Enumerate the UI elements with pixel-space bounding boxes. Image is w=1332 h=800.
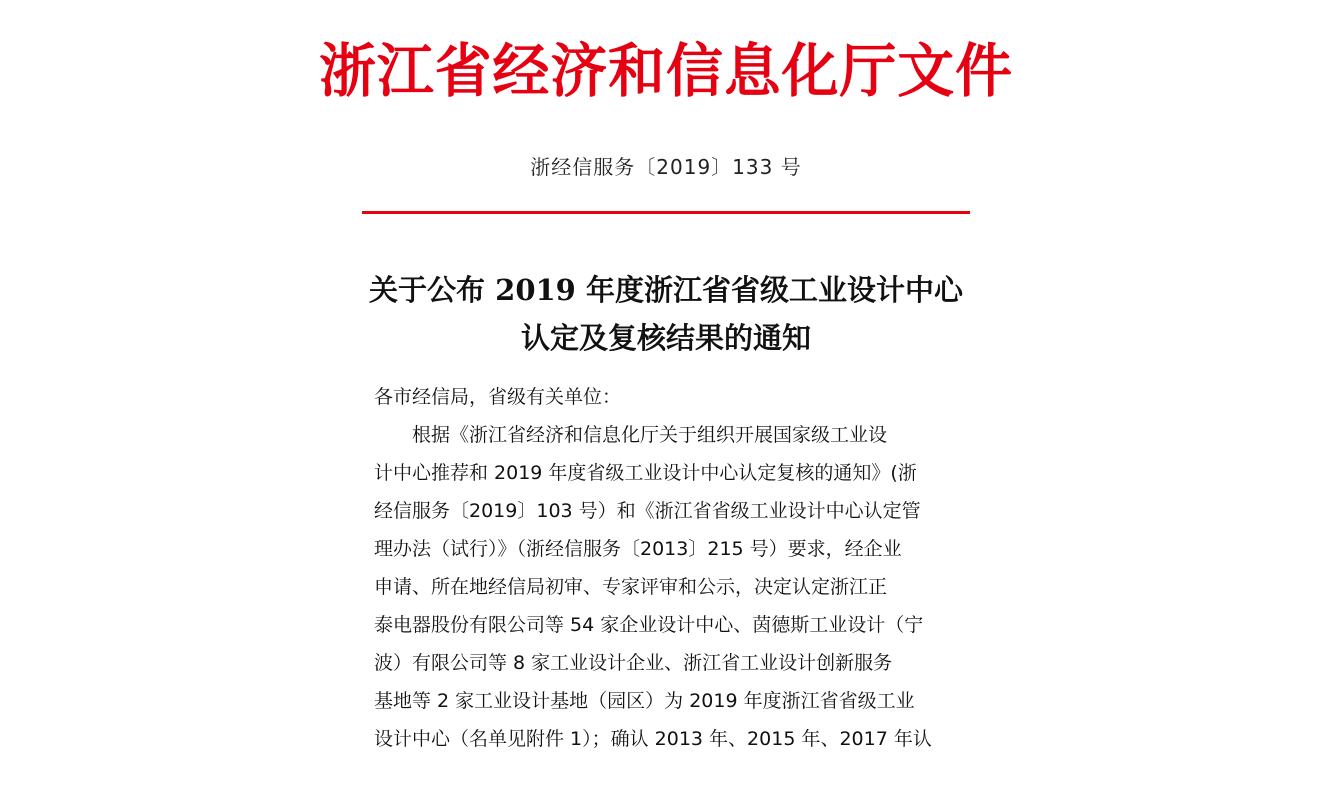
notice-title xyxy=(0,266,1332,362)
body-line-2: 计中心推荐和 2019 年度省级工业设计中心认定复核的通知》(浙 xyxy=(374,462,917,484)
issuing-authority-masthead: 浙江省经济和信息化厅文件 xyxy=(319,37,1013,105)
body-line-1: 根据《浙江省经济和信息化厅关于组织开展国家级工业设 xyxy=(412,424,888,446)
salutation: 各市经信局，省级有关单位： xyxy=(374,386,622,408)
body-line-6: 泰电器股份有限公司等 54 家企业设计中心、茵德斯工业设计（宁 xyxy=(374,614,924,636)
notice-title-line-1: 关于公布 2019 年度浙江省省级工业设计中心 xyxy=(369,273,963,307)
body-line-7: 波）有限公司等 8 家工业设计企业、浙江省工业设计创新服务 xyxy=(374,652,893,674)
body-line-5: 申请、所在地经信局初审、专家评审和公示，决定认定浙江正 xyxy=(374,576,888,598)
body-line-9: 设计中心（名单见附件 1）；确认 2013 年、2015 年、2017 年认 xyxy=(374,728,932,750)
notice-body xyxy=(374,378,966,758)
notice-title-line-2: 认定及复核结果的通知 xyxy=(520,321,811,355)
document-number: 浙经信服务〔2019〕133 号 xyxy=(530,155,802,179)
body-line-4: 理办法（试行）》（浙经信服务〔2013〕215 号）要求，经企业 xyxy=(374,538,902,560)
body-line-8: 基地等 2 家工业设计基地（园区）为 2019 年度浙江省省级工业 xyxy=(374,690,915,712)
body-line-3: 经信服务〔2019〕103 号）和《浙江省省级工业设计中心认定管 xyxy=(374,500,921,522)
red-separator-line xyxy=(362,211,970,214)
